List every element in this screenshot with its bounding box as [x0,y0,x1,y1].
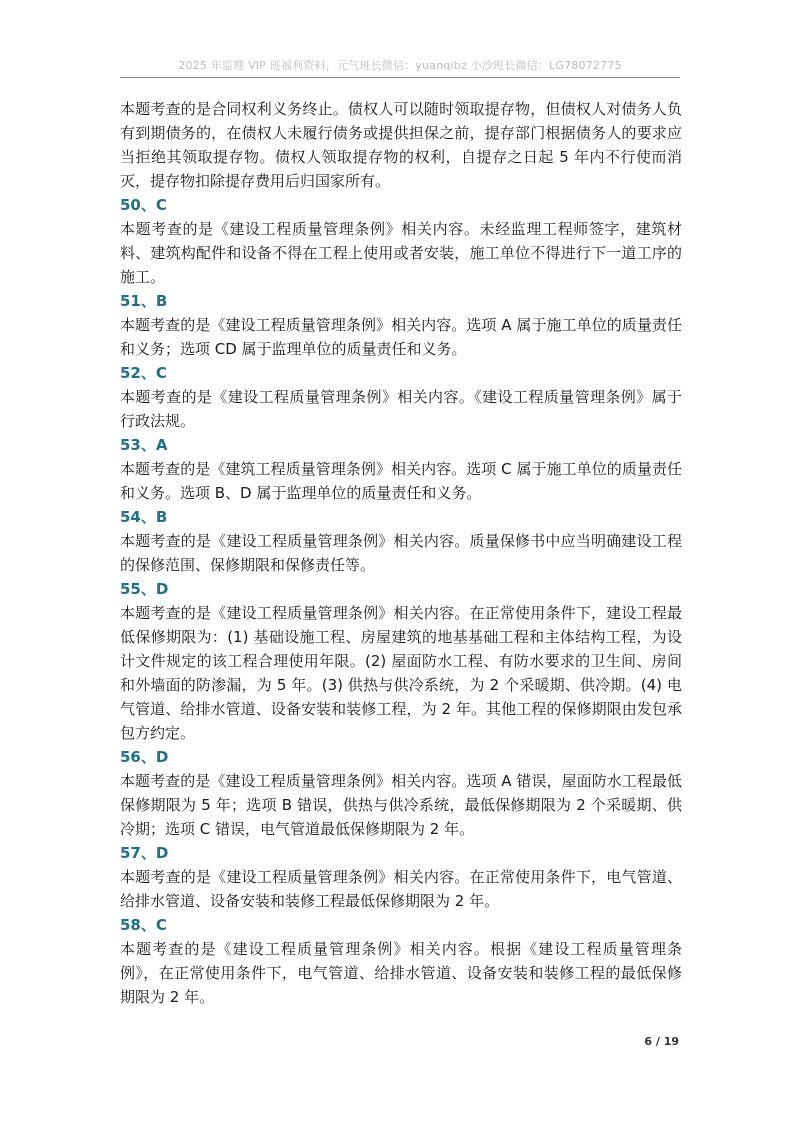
answer-block [120,505,682,577]
answer-explanation: 本题考查的是《建设工程质量管理条例》相关内容。在正常使用条件下，建设工程最低保修期限为：(1) 基础设施工程、房屋建筑的地基基础工程和主体结构工程，为设计文件规定的该工程合理使用年限。(2) 屋面防水工程、有防水要求的卫生间、房间和外墙面的防渗漏，为 5 年。(3) 供热与供冷系统，为 2 个采暖期、供冷期。(4) 电气管道、给排水管道、设备安装和装修工程，为 2 年。其他工程的保修期限由发包承包方约定。 [120,604,682,742]
document-body [120,97,682,1009]
answer-block [120,745,682,841]
answer-explanation: 本题考查的是《建设工程质量管理条例》相关内容。未经监理工程师签字，建筑材料、建筑构配件和设备不得在工程上使用或者安装，施工单位不得进行下一道工序的施工。 [120,220,682,286]
answer-block [120,433,682,505]
answer-block [120,841,682,913]
page-header-text: 2025 年监理 VIP 班福利资料，元气班长微信：yuanqibz 小沙班长微信：LG78072775 [178,59,622,72]
answer-explanation: 本题考查的是《建设工程质量管理条例》相关内容。选项 A 错误，屋面防水工程最低保修期限为 5 年；选项 B 错误，供热与供冷系统，最低保修期限为 2 个采暖期、供冷期；选项 C 错误，电气管道最低保修期限为 2 年。 [120,772,682,838]
answer-explanation: 本题考查的是《建设工程质量管理条例》相关内容。《建设工程质量管理条例》属于行政法规。 [120,388,682,430]
answer-block [120,193,682,289]
answer-number: 51、B [120,292,168,310]
page-number: 6 / 19 [644,1035,679,1048]
intro-paragraph: 本题考查的是合同权利义务终止。债权人可以随时领取提存物，但债权人对债务人负有到期债务的，在债权人未履行债务或提供担保之前，提存部门根据债务人的要求应当拒绝其领取提存物。债权人领取提存物的权利，自提存之日起 5 年内不行使而消灭，提存物扣除提存费用后归国家所有。 [120,100,682,190]
answer-number: 52、C [120,364,167,382]
answer-number: 56、D [120,748,169,766]
answer-number: 58、C [120,916,167,934]
answer-explanation: 本题考查的是《建设工程质量管理条例》相关内容。质量保修书中应当明确建设工程的保修范围、保修期限和保修责任等。 [120,532,682,574]
answer-explanation: 本题考查的是《建设工程质量管理条例》相关内容。选项 A 属于施工单位的质量责任和义务；选项 CD 属于监理单位的质量责任和义务。 [120,316,682,358]
answer-explanation: 本题考查的是《建筑工程质量管理条例》相关内容。选项 C 属于施工单位的质量责任和义务。选项 B、D 属于监理单位的质量责任和义务。 [120,460,682,502]
answer-block [120,361,682,433]
answer-number: 53、A [120,436,168,454]
answer-number: 50、C [120,196,167,214]
header-divider [120,77,680,78]
answer-number: 57、D [120,844,169,862]
answer-block [120,913,682,1009]
answer-explanation: 本题考查的是《建设工程质量管理条例》相关内容。在正常使用条件下，电气管道、给排水管道、设备安装和装修工程最低保修期限为 2 年。 [120,868,682,910]
answer-number: 55、D [120,580,169,598]
answer-block [120,289,682,361]
answer-explanation: 本题考查的是《建设工程质量管理条例》相关内容。根据《建设工程质量管理条例》，在正常使用条件下，电气管道、给排水管道、设备安装和装修工程的最低保修期限为 2 年。 [120,940,682,1006]
answer-number: 54、B [120,508,168,526]
answer-block [120,577,682,745]
